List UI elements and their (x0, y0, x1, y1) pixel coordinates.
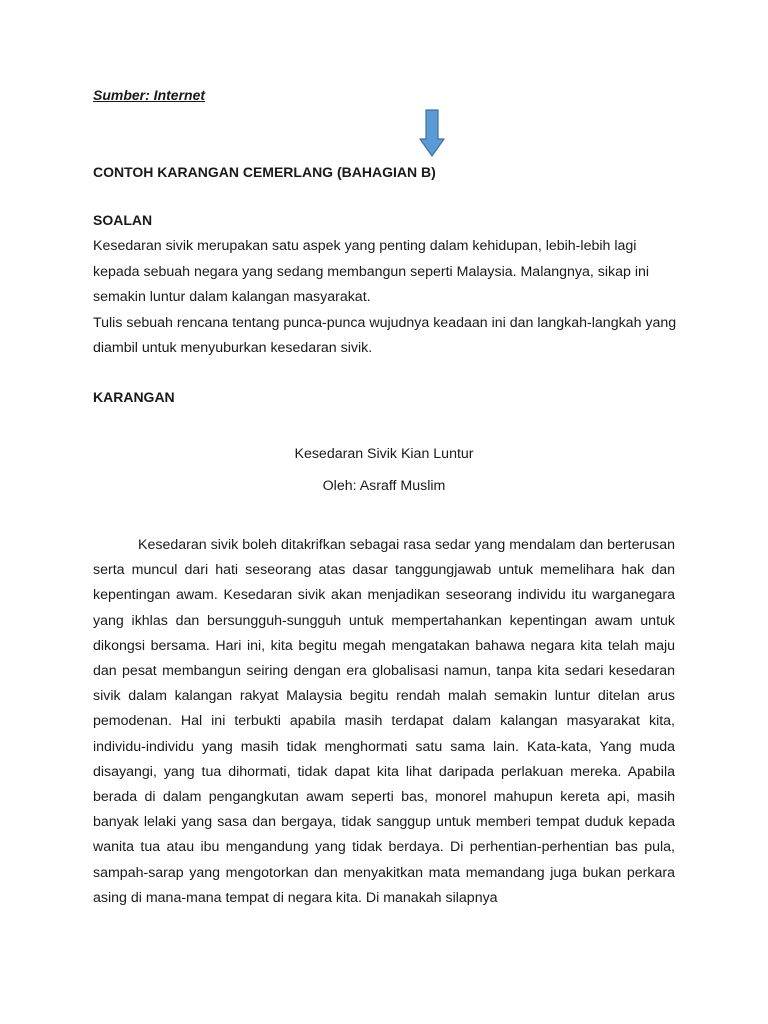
essay-heading: KARANGAN (93, 389, 175, 405)
question-paragraph: Kesedaran sivik merupakan satu aspek yang penting dalam kehidupan, lebih-lebih lagi kepada sebuah negara yang sedang membangun seperti Malaysia. Malangnya, sikap ini semakin luntur dalam kalangan masyarakat. (93, 238, 650, 305)
essay-paragraph: Kesedaran sivik boleh ditakrifkan sebagai rasa sedar yang mendalam dan berterusan serta muncul dari hati seseorang atas dasar tanggungjawab untuk memelihara hak dan kepentingan awam. Kesedaran sivik akan menjadikan seseorang individu itu warganegara yang ikhlas dan bersungguh-sungguh untuk mempertahankan kepentingan awam untuk dikongsi bersama. Hari ini, kita begitu megah mengatakan bahawa negara kita telah maju dan pesat membangun seiring dengan era globalisasi namun, tanpa kita sedari kesedaran sivik dalam kalangan rakyat Malaysia begitu rendah malah semakin luntur ditelan arus pemodenan. Hal ini terbukti apabila masih terdapat dalam kalangan masyarakat kita, individu-individu yang masih tidak menghormati satu sama lain. Kata-kata, Yang muda disayangi, yang tua dihormati, tidak dapat kita lihat daripada perlakuan mereka. Apabila berada di dalam pengangkutan awam seperti bas, monorel mahupun kereta api, masih banyak lelaki yang sasa dan bergaya, tidak sanggup untuk memberi tempat duduk kepada wanita tua atau ibu mengandung yang tidak berdaya. Di perhentian-perhentian bas pula, sampah-sarap yang mengotorkan dan menyakitkan mata memandang juga bukan perkara asing di mana-mana tempat di negara kita. Di manakah silapnya (93, 537, 675, 906)
essay-author: Oleh: Asraff Muslim (322, 478, 446, 494)
source-label: Sumber: Internet (93, 87, 206, 103)
essay-title: Kesedaran Sivik Kian Luntur (294, 446, 474, 462)
question-body (93, 234, 678, 362)
down-arrow-icon (419, 109, 445, 157)
question-paragraph: Tulis sebuah rencana tentang punca-punca wujudnya keadaan ini dan langkah-langkah yang diambil untuk menyuburkan kesedaran sivik. (93, 314, 677, 356)
main-heading: CONTOH KARANGAN CEMERLANG (BAHAGIAN B) (93, 164, 436, 180)
question-heading: SOALAN (93, 212, 153, 228)
